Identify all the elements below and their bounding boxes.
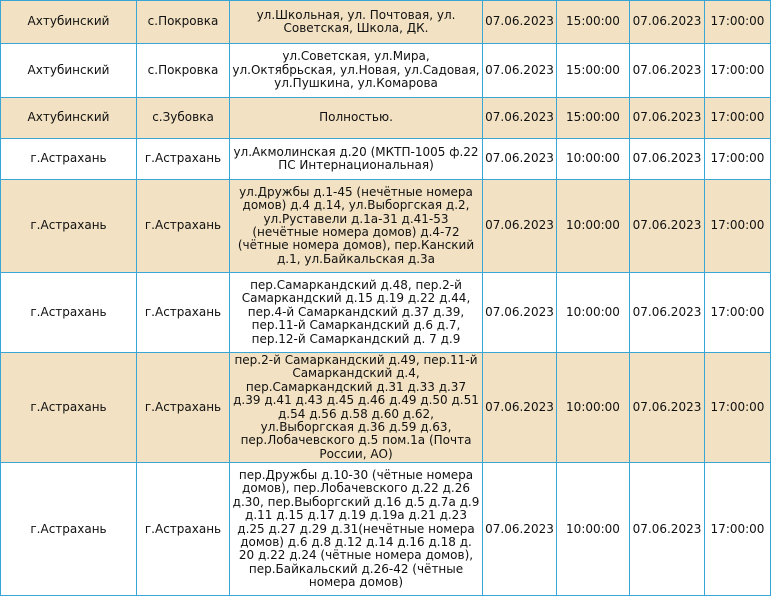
table-row [1, 273, 771, 353]
address-cell: ул.Дружбы д.1-45 (нечётные номера домов) д.4 д.14, ул.Выборгская д.2, ул.Руставели д.1а-31 д.41-53 (нечётные номера домов) д.4-72 (чётные номера домов), пер.Канский д.1, ул.Байкальская д.3а [230, 180, 483, 273]
district-cell: г.Астрахань [1, 353, 137, 463]
start-date-cell: 07.06.2023 [483, 463, 557, 596]
locality-cell: с.Зубовка [137, 98, 230, 139]
address-cell: Полностью. [230, 98, 483, 139]
locality-cell: с.Покровка [137, 1, 230, 44]
address-cell: пер.Дружбы д.10-30 (чётные номера домов), пер.Лобачевского д.22 д.26 д.30, пер.Выборгский д.16 д.5 д.7а д.9 д.11 д.15 д.17 д.19 д.19а д.21 д.23 д.25 д.27 д.29 д.31(нечётные номера домов) д.6 д.8 д.12 д.14 д.16 д.18 д. 20 д.22 д.24 (чётные номера домов), пер.Байкальский д.26-42 (чётные номера домов) [230, 463, 483, 596]
address-cell: ул.Школьная, ул. Почтовая, ул. Советская, Школа, ДК. [230, 1, 483, 44]
start-time-cell: 15:00:00 [557, 44, 630, 98]
address-cell: пер.2-й Самаркандский д.49, пер.11-й Самаркандский д.4, пер.Самаркандский д.31 д.33 д.37 д.39 д.41 д.43 д.45 д.46 д.49 д.50 д.51 д.54 д.56 д.58 д.60 д.62, ул.Выборгская д.36 д.59 д.63, пер.Лобачевского д.5 пом.1а (Почта России, АО) [230, 353, 483, 463]
start-time-cell: 15:00:00 [557, 98, 630, 139]
district-cell: г.Астрахань [1, 273, 137, 353]
table-row [1, 180, 771, 273]
end-date-cell: 07.06.2023 [630, 180, 705, 273]
address-cell: пер.Самаркандский д.48, пер.2-й Самаркандский д.15 д.19 д.22 д.44, пер.4-й Самаркандский д.37 д.39, пер.11-й Самаркандский д.6 д.7, пер.12-й Самаркандский д. 7 д.9 [230, 273, 483, 353]
start-date-cell: 07.06.2023 [483, 98, 557, 139]
end-time-cell: 17:00:00 [705, 1, 771, 44]
locality-cell: г.Астрахань [137, 273, 230, 353]
table-row [1, 139, 771, 180]
table-row [1, 44, 771, 98]
start-date-cell: 07.06.2023 [483, 273, 557, 353]
end-date-cell: 07.06.2023 [630, 463, 705, 596]
start-time-cell: 15:00:00 [557, 1, 630, 44]
end-time-cell: 17:00:00 [705, 44, 771, 98]
start-date-cell: 07.06.2023 [483, 1, 557, 44]
district-cell: г.Астрахань [1, 139, 137, 180]
end-date-cell: 07.06.2023 [630, 273, 705, 353]
locality-cell: г.Астрахань [137, 463, 230, 596]
start-time-cell: 10:00:00 [557, 463, 630, 596]
end-date-cell: 07.06.2023 [630, 98, 705, 139]
start-time-cell: 10:00:00 [557, 139, 630, 180]
start-date-cell: 07.06.2023 [483, 180, 557, 273]
end-time-cell: 17:00:00 [705, 180, 771, 273]
start-time-cell: 10:00:00 [557, 353, 630, 463]
locality-cell: г.Астрахань [137, 353, 230, 463]
address-cell: ул.Акмолинская д.20 (МКТП-1005 ф.22 ПС Интернациональная) [230, 139, 483, 180]
start-date-cell: 07.06.2023 [483, 44, 557, 98]
address-cell: ул.Советская, ул.Мира, ул.Октябрьская, ул.Новая, ул.Садовая, ул.Пушкина, ул.Комарова [230, 44, 483, 98]
table-row [1, 98, 771, 139]
end-date-cell: 07.06.2023 [630, 353, 705, 463]
start-date-cell: 07.06.2023 [483, 353, 557, 463]
district-cell: Ахтубинский [1, 44, 137, 98]
district-cell: Ахтубинский [1, 98, 137, 139]
district-cell: г.Астрахань [1, 180, 137, 273]
locality-cell: г.Астрахань [137, 180, 230, 273]
end-time-cell: 17:00:00 [705, 98, 771, 139]
end-date-cell: 07.06.2023 [630, 44, 705, 98]
end-date-cell: 07.06.2023 [630, 1, 705, 44]
end-time-cell: 17:00:00 [705, 463, 771, 596]
start-time-cell: 10:00:00 [557, 273, 630, 353]
end-time-cell: 17:00:00 [705, 139, 771, 180]
locality-cell: с.Покровка [137, 44, 230, 98]
table-row [1, 463, 771, 596]
table-row [1, 1, 771, 44]
start-time-cell: 10:00:00 [557, 180, 630, 273]
start-date-cell: 07.06.2023 [483, 139, 557, 180]
district-cell: г.Астрахань [1, 463, 137, 596]
end-time-cell: 17:00:00 [705, 353, 771, 463]
district-cell: Ахтубинский [1, 1, 137, 44]
end-date-cell: 07.06.2023 [630, 139, 705, 180]
end-time-cell: 17:00:00 [705, 273, 771, 353]
table-row [1, 353, 771, 463]
locality-cell: г.Астрахань [137, 139, 230, 180]
